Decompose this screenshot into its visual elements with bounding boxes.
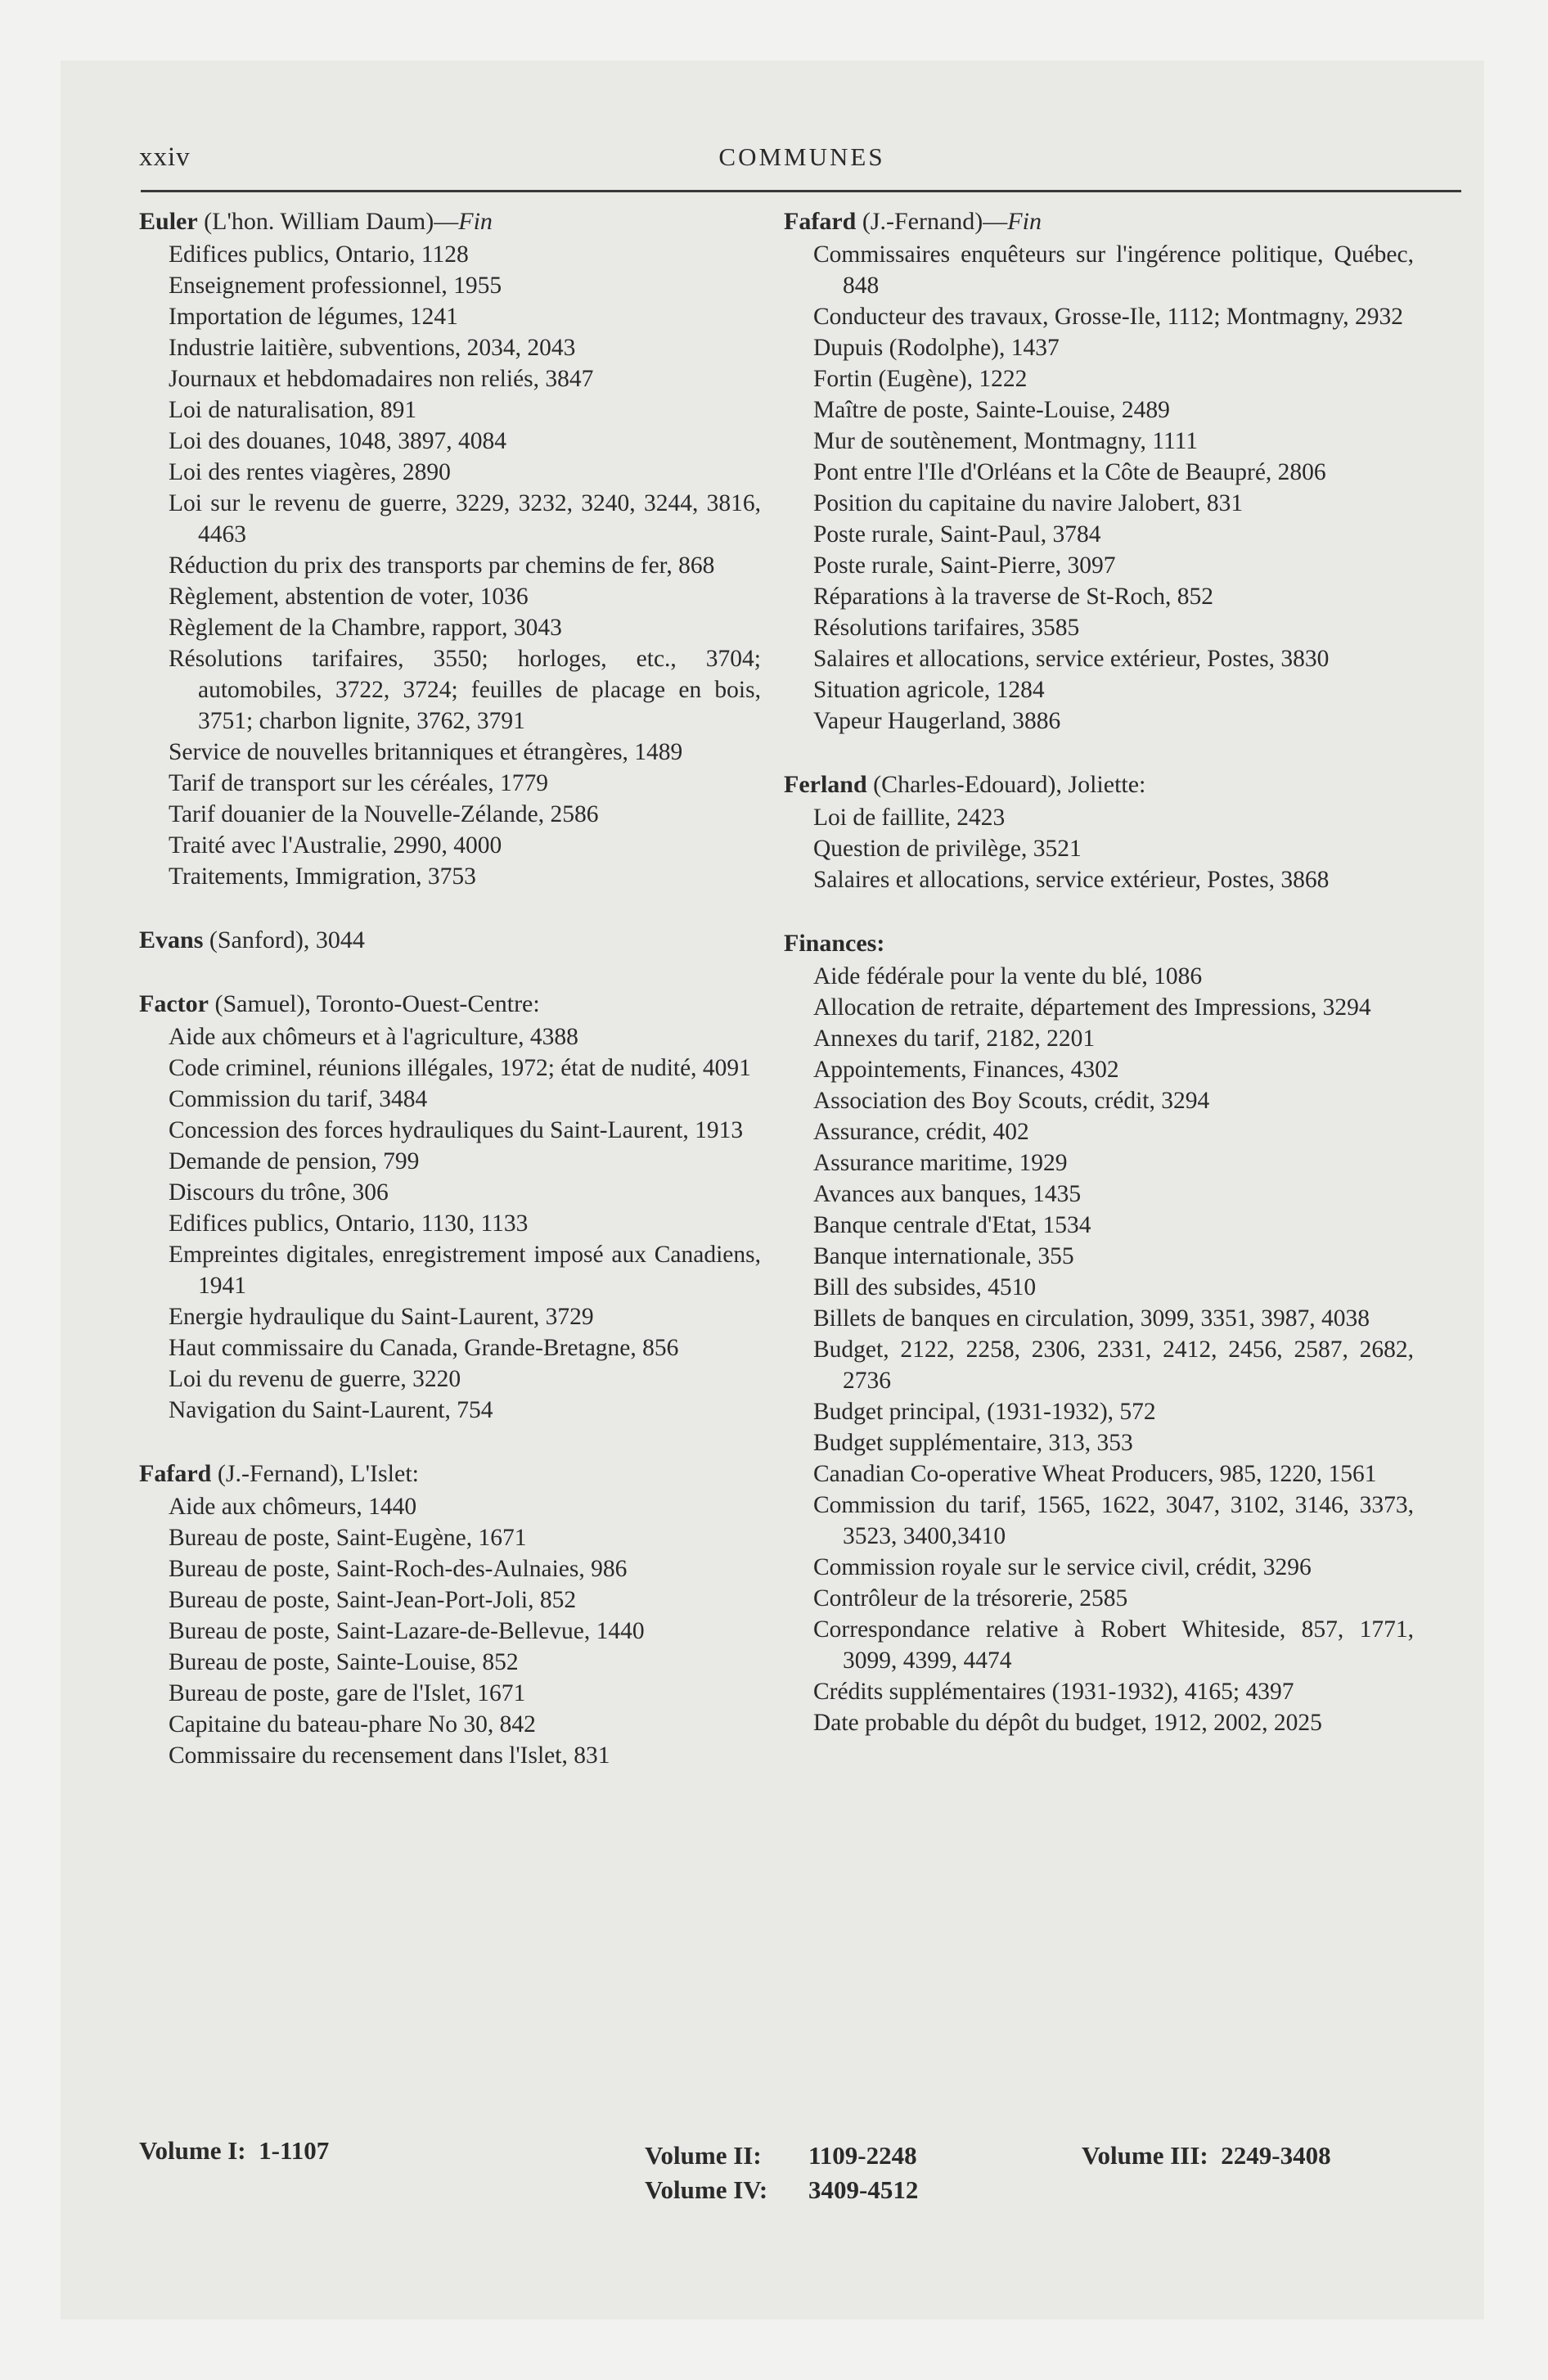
index-entry: Budget supplémentaire, 313, 353 <box>813 1430 1133 1456</box>
volume-2-range: 1109-2248 <box>808 2141 917 2170</box>
index-entry: Commission du tarif, 1565, 1622, 3047, 3102, 3146, 3373, 3523, 3400,3410 <box>813 1492 1414 1549</box>
right-column <box>784 206 1414 1771</box>
index-entry: Règlement de la Chambre, rapport, 3043 <box>169 615 562 641</box>
index-entry: Contrôleur de la trésorerie, 2585 <box>813 1585 1128 1611</box>
index-entry: Bureau de poste, Saint-Eugène, 1671 <box>169 1525 527 1551</box>
heading-name: Fafard <box>139 1460 212 1487</box>
index-entry: Association des Boy Scouts, crédit, 3294 <box>813 1088 1210 1114</box>
index-entry: Edifices publics, Ontario, 1128 <box>169 241 469 268</box>
index-entry: Poste rurale, Saint-Pierre, 3097 <box>813 552 1116 579</box>
index-entry: Importation de légumes, 1241 <box>169 304 458 330</box>
index-entry: Commissaires enquêteurs sur l'ingérence politique, Québec, 848 <box>813 241 1414 299</box>
index-entry: Réduction du prix des transports par chemins de fer, 868 <box>169 552 715 579</box>
index-entry: Journaux et hebdomadaires non reliés, 3847 <box>169 366 594 392</box>
index-entry: Conducteur des travaux, Grosse-Ile, 1112; Montmagny, 2932 <box>813 304 1403 330</box>
index-entry: Bureau de poste, gare de l'Islet, 1671 <box>169 1680 526 1706</box>
index-entry: Loi des rentes viagères, 2890 <box>169 459 451 485</box>
index-entry: Canadian Co-operative Wheat Producers, 985, 1220, 1561 <box>813 1461 1377 1487</box>
index-entry: Bill des subsides, 4510 <box>813 1274 1037 1300</box>
volume-legend <box>139 2136 1465 2234</box>
volume-1-range: 1-1107 <box>259 2136 330 2165</box>
index-entry: Poste rurale, Saint-Paul, 3784 <box>813 521 1101 548</box>
index-entry: Loi du revenu de guerre, 3220 <box>169 1366 461 1392</box>
index-entry: Bureau de poste, Sainte-Louise, 852 <box>169 1649 519 1675</box>
volume-1-label: Volume I: <box>139 2136 246 2165</box>
heading-detail: (J.-Fernand)— <box>856 208 1008 235</box>
index-entry: Concession des forces hydrauliques du Saint-Laurent, 1913 <box>169 1117 744 1143</box>
volume-1-ref <box>139 2136 329 2166</box>
index-entry: Assurance maritime, 1929 <box>813 1150 1068 1176</box>
index-heading <box>139 925 761 956</box>
index-entry: Haut commissaire du Canada, Grande-Bretagne, 856 <box>169 1335 679 1361</box>
index-entry: Banque internationale, 355 <box>813 1243 1074 1269</box>
index-entry: Dupuis (Rodolphe), 1437 <box>813 335 1060 361</box>
index-entry: Energie hydraulique du Saint-Laurent, 3729 <box>169 1304 594 1330</box>
index-entry: Allocation de retraite, département des Impressions, 3294 <box>813 994 1371 1021</box>
heading-name: Euler <box>139 208 198 235</box>
index-heading <box>784 769 1414 800</box>
left-column <box>139 206 761 1804</box>
index-heading <box>139 1458 761 1490</box>
index-entry: Billets de banques en circulation, 3099, 3351, 3987, 4038 <box>813 1305 1370 1332</box>
index-entry: Loi de naturalisation, 891 <box>169 397 417 423</box>
index-entry: Bureau de poste, Saint-Roch-des-Aulnaies, 986 <box>169 1556 628 1582</box>
index-block <box>139 989 761 1426</box>
index-entry: Fortin (Eugène), 1222 <box>813 366 1028 392</box>
page-number: xxiv <box>139 142 191 172</box>
index-entry: Tarif de transport sur les céréales, 1779 <box>169 770 549 796</box>
page-header <box>139 142 1465 183</box>
volume-2-label: Volume II: <box>645 2141 762 2170</box>
index-entry: Salaires et allocations, service extérieur, Postes, 3830 <box>813 646 1330 672</box>
running-title: COMMUNES <box>718 142 885 171</box>
heading-detail: (J.-Fernand), L'Islet: <box>211 1460 419 1487</box>
index-entry: Capitaine du bateau-phare No 30, 842 <box>169 1711 536 1738</box>
index-entry: Loi des douanes, 1048, 3897, 4084 <box>169 428 506 454</box>
volume-4-range: 3409-4512 <box>808 2175 919 2204</box>
index-entry: Bureau de poste, Saint-Lazare-de-Bellevue, 1440 <box>169 1618 645 1644</box>
index-entry: Aide fédérale pour la vente du blé, 1086 <box>813 963 1203 989</box>
index-block <box>784 928 1414 1738</box>
index-entry: Question de privilège, 3521 <box>813 836 1082 862</box>
index-entry: Réparations à la traverse de St-Roch, 852 <box>813 584 1214 610</box>
volume-3-range: 2249-3408 <box>1221 2141 1331 2170</box>
index-entry: Annexes du tarif, 2182, 2201 <box>813 1025 1096 1052</box>
index-entry: Résolutions tarifaires, 3550; horloges, etc., 3704; automobiles, 3722, 3724; feuilles de placage en bois, 3751; charbon lignite, 3762, 3791 <box>169 646 761 734</box>
index-entry: Assurance, crédit, 402 <box>813 1119 1029 1145</box>
index-entry: Avances aux banques, 1435 <box>813 1181 1082 1207</box>
index-block <box>784 769 1414 895</box>
index-entry: Service de nouvelles britanniques et étrangères, 1489 <box>169 739 683 765</box>
index-entry: Résolutions tarifaires, 3585 <box>813 615 1080 641</box>
heading-detail: (Samuel), Toronto-Ouest-Centre: <box>208 990 540 1017</box>
index-block <box>139 1458 761 1771</box>
index-entry: Budget, 2122, 2258, 2306, 2331, 2412, 2456, 2587, 2682, 2736 <box>813 1336 1414 1394</box>
index-block <box>784 206 1414 737</box>
heading-name: Fafard <box>784 208 857 235</box>
index-entry: Empreintes digitales, enregistrement imposé aux Canadiens, 1941 <box>169 1242 761 1299</box>
index-entry: Pont entre l'Ile d'Orléans et la Côte de Beaupré, 2806 <box>813 459 1326 485</box>
heading-name: Evans <box>139 926 204 953</box>
index-entry: Position du capitaine du navire Jalobert, 831 <box>813 490 1244 516</box>
heading-suffix: Fin <box>458 208 493 235</box>
index-entry: Commissaire du recensement dans l'Islet, 831 <box>169 1742 610 1769</box>
index-entry: Salaires et allocations, service extérieur, Postes, 3868 <box>813 867 1330 893</box>
volume-2-ref <box>645 2141 917 2170</box>
index-entry: Tarif douanier de la Nouvelle-Zélande, 2586 <box>169 801 599 827</box>
index-entry: Maître de poste, Sainte-Louise, 2489 <box>813 397 1170 423</box>
index-entry: Crédits supplémentaires (1931-1932), 4165; 4397 <box>813 1679 1294 1705</box>
heading-name: Finances: <box>784 930 885 957</box>
heading-detail: (Sanford), 3044 <box>203 926 365 953</box>
index-entry: Banque centrale d'Etat, 1534 <box>813 1212 1091 1238</box>
index-entry: Mur de soutènement, Montmagny, 1111 <box>813 428 1199 454</box>
index-entry: Date probable du dépôt du budget, 1912, 2002, 2025 <box>813 1710 1322 1736</box>
header-rule <box>141 190 1461 192</box>
index-entry: Edifices publics, Ontario, 1130, 1133 <box>169 1210 529 1237</box>
index-entry: Commission du tarif, 3484 <box>169 1086 428 1112</box>
index-entry: Industrie laitière, subventions, 2034, 2043 <box>169 335 576 361</box>
index-heading <box>139 989 761 1020</box>
index-block <box>139 925 761 956</box>
index-entry: Loi sur le revenu de guerre, 3229, 3232, 3240, 3244, 3816, 4463 <box>169 490 761 548</box>
heading-suffix: Fin <box>1007 208 1042 235</box>
index-entry: Vapeur Haugerland, 3886 <box>813 708 1061 734</box>
index-entry: Aide aux chômeurs, 1440 <box>169 1494 417 1520</box>
index-entry: Traitements, Immigration, 3753 <box>169 863 476 890</box>
heading-name: Factor <box>139 990 209 1017</box>
index-entry: Commission royale sur le service civil, crédit, 3296 <box>813 1554 1312 1580</box>
index-heading <box>139 206 761 237</box>
index-entry: Situation agricole, 1284 <box>813 677 1045 703</box>
index-entry: Demande de pension, 799 <box>169 1148 420 1174</box>
volume-4-label: Volume IV: <box>645 2175 768 2204</box>
index-entry: Loi de faillite, 2423 <box>813 805 1006 831</box>
index-entry: Aide aux chômeurs et à l'agriculture, 4388 <box>169 1024 578 1050</box>
index-heading <box>784 928 1414 959</box>
heading-name: Ferland <box>784 771 867 798</box>
index-entry: Discours du trône, 306 <box>169 1179 389 1206</box>
index-block <box>139 206 761 892</box>
index-entry: Traité avec l'Australie, 2990, 4000 <box>169 832 502 859</box>
index-page <box>61 61 1484 2319</box>
heading-detail: (Charles-Edouard), Joliette: <box>866 771 1146 798</box>
volume-4-ref <box>645 2175 918 2205</box>
heading-detail: (L'hon. William Daum)— <box>197 208 459 235</box>
index-entry: Bureau de poste, Saint-Jean-Port-Joli, 852 <box>169 1587 577 1613</box>
index-entry: Code criminel, réunions illégales, 1972; état de nudité, 4091 <box>169 1055 751 1081</box>
volume-3-ref <box>1082 2141 1331 2170</box>
index-entry: Appointements, Finances, 4302 <box>813 1057 1119 1083</box>
index-entry: Enseignement professionnel, 1955 <box>169 273 502 299</box>
index-heading <box>784 206 1414 237</box>
index-entry: Règlement, abstention de voter, 1036 <box>169 584 529 610</box>
index-entry: Correspondance relative à Robert Whiteside, 857, 1771, 3099, 4399, 4474 <box>813 1616 1414 1674</box>
index-entry: Navigation du Saint-Laurent, 754 <box>169 1397 493 1423</box>
volume-3-label: Volume III: <box>1082 2141 1208 2170</box>
index-entry: Budget principal, (1931-1932), 572 <box>813 1399 1156 1425</box>
